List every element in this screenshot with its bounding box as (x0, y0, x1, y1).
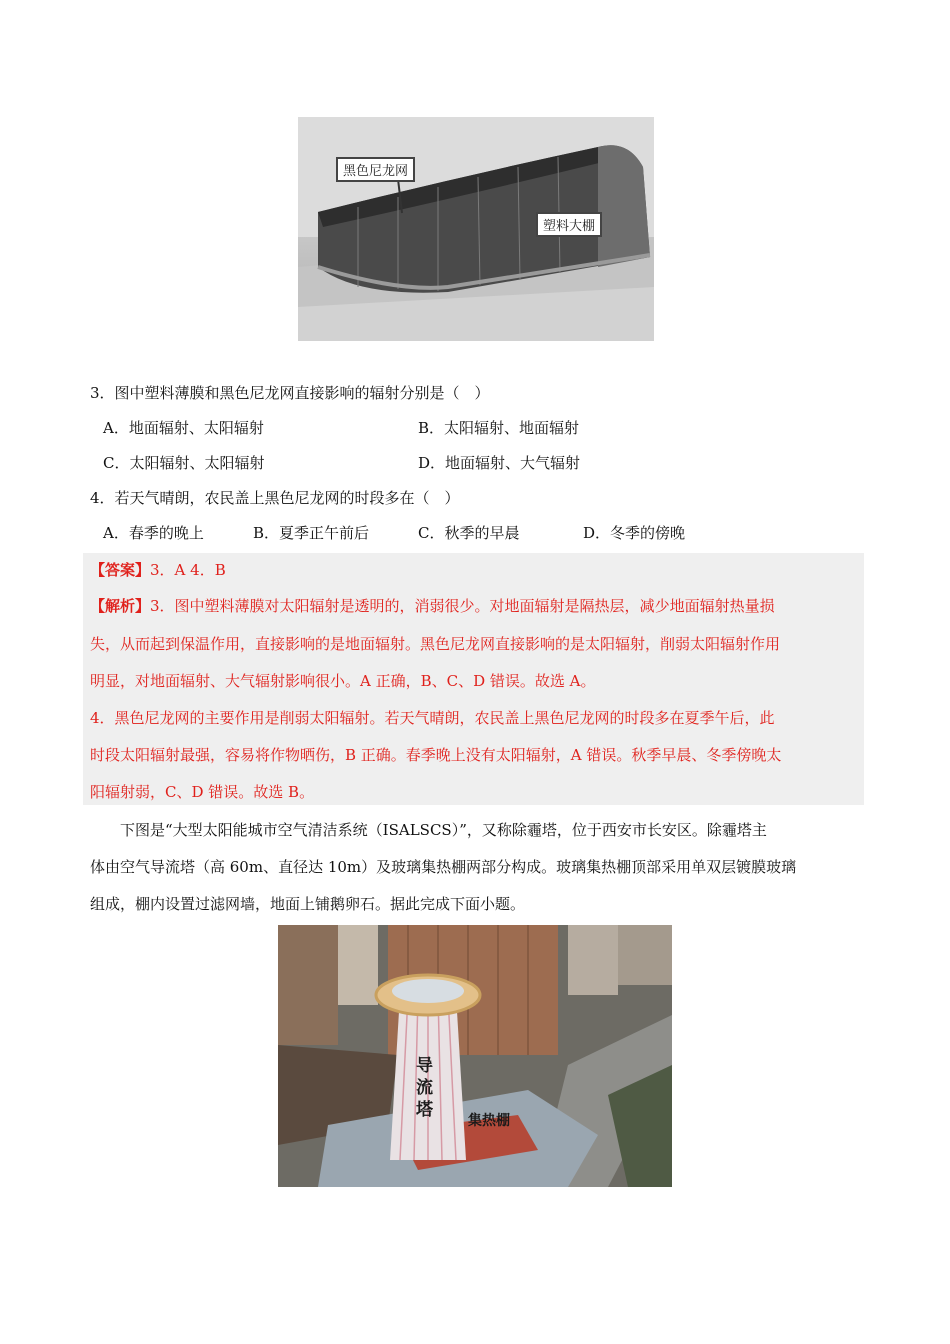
analysis-line-2: 失，从而起到保温作用，直接影响的是地面辐射。黑色尼龙网直接影响的是太阳辐射，削弱太阳辐射作用 (90, 635, 781, 653)
analysis-line-3: 明显，对地面辐射、大气辐射影响很小。A 正确，B、C、D 错误。故选 A。 (90, 672, 596, 690)
q4-stem: 4．若天气晴朗，农民盖上黑色尼龙网的时段多在（ ） (90, 489, 460, 507)
intro-line-1: 下图是“大型太阳能城市空气清洁系统（ISALSCS）”，又称除霾塔，位于西安市长安区。除霾塔主 (120, 821, 767, 839)
analysis-tag: 【解析】 (90, 597, 151, 615)
q4-option-a: A．春季的晚上 (103, 524, 204, 542)
q4-option-d: D．冬季的傍晚 (583, 524, 686, 542)
answer-text: 3．A 4．B (150, 561, 226, 579)
shed-label: 集热棚 (468, 1113, 510, 1129)
answer-tag: 【答案】 (90, 561, 151, 579)
analysis-text-1: 3．图中塑料薄膜对太阳辐射是透明的，消弱很少。对地面辐射是隔热层，减少地面辐射热量损 (150, 597, 775, 615)
smog-tower-photo (278, 925, 672, 1187)
analysis-line-1 (90, 596, 775, 616)
analysis-line-4: 4．黑色尼龙网的主要作用是削弱太阳辐射。若天气晴朗，农民盖上黑色尼龙网的时段多在夏季午后，此 (90, 709, 775, 727)
q3-option-a: A．地面辐射、太阳辐射 (103, 419, 264, 437)
q4-option-b: B．夏季正午前后 (253, 524, 370, 542)
q3-option-b: B．太阳辐射、地面辐射 (418, 419, 580, 437)
answer-line (90, 560, 226, 580)
q3-option-c: C．太阳辐射、太阳辐射 (103, 454, 265, 472)
q3-option-d: D．地面辐射、大气辐射 (418, 454, 581, 472)
analysis-line-6: 阳辐射弱，C、D 错误。故选 B。 (90, 783, 315, 801)
q3-stem: 3．图中塑料薄膜和黑色尼龙网直接影响的辐射分别是（ ） (90, 384, 490, 402)
q4-option-c: C．秋季的早晨 (418, 524, 520, 542)
analysis-line-5: 时段太阳辐射最强，容易将作物晒伤，B 正确。春季晚上没有太阳辐射，A 错误。秋季早晨、冬季傍晚太 (90, 746, 782, 764)
tower-label: 导流塔 (416, 1056, 433, 1120)
callout-plastic-greenhouse: 塑料大棚 (536, 212, 602, 237)
intro-line-2: 体由空气导流塔（高 60m、直径达 10m）及玻璃集热棚两部分构成。玻璃集热棚顶部采用单双层镀膜玻璃 (90, 858, 797, 876)
callout-nylon-net: 黑色尼龙网 (336, 157, 415, 182)
smog-tower-illustration (278, 925, 672, 1187)
intro-line-3: 组成，棚内设置过滤网墙，地面上铺鹅卵石。据此完成下面小题。 (90, 895, 526, 913)
greenhouse-photo (298, 117, 654, 341)
